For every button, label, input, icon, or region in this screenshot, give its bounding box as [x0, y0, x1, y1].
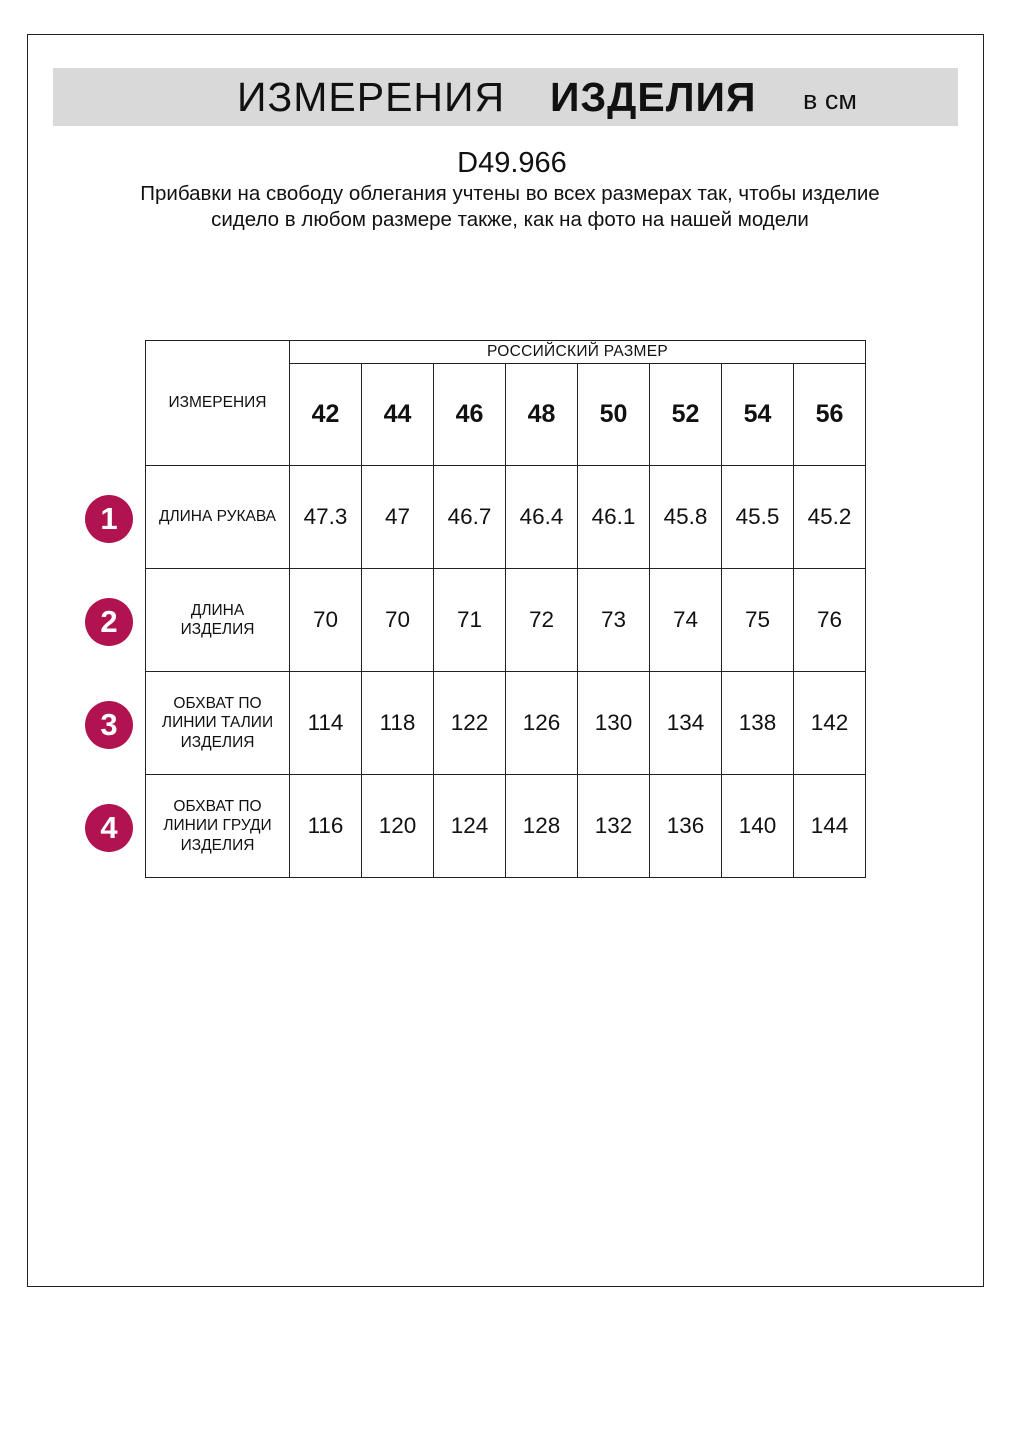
- russian-size-header: РОССИЙСКИЙ РАЗМЕР: [290, 341, 866, 364]
- value-cell: 46.7: [434, 466, 506, 569]
- row-number-badge: 4: [85, 804, 133, 852]
- value-cell: 75: [722, 569, 794, 672]
- label-line: ОБХВАТ ПО: [173, 797, 262, 815]
- value-cell: 73: [578, 569, 650, 672]
- size-header: 42: [290, 364, 362, 466]
- value-cell: 120: [362, 775, 434, 878]
- value-cell: 130: [578, 672, 650, 775]
- value-cell: 136: [650, 775, 722, 878]
- row-number-badge: 3: [85, 701, 133, 749]
- size-header: 48: [506, 364, 578, 466]
- value-cell: 45.8: [650, 466, 722, 569]
- size-header: 46: [434, 364, 506, 466]
- measurements-header: ИЗМЕРЕНИЯ: [146, 341, 290, 466]
- table-row: [146, 569, 866, 672]
- value-cell: 45.2: [794, 466, 866, 569]
- title-garment: ИЗДЕЛИЯ: [550, 74, 757, 120]
- value-cell: 134: [650, 672, 722, 775]
- table-row: [146, 466, 866, 569]
- value-cell: 76: [794, 569, 866, 672]
- row-number-badge: 1: [85, 495, 133, 543]
- size-header: 50: [578, 364, 650, 466]
- row-label: [146, 775, 290, 878]
- value-cell: 144: [794, 775, 866, 878]
- value-cell: 72: [506, 569, 578, 672]
- value-cell: 118: [362, 672, 434, 775]
- label-line: ИЗДЕЛИЯ: [180, 733, 255, 751]
- fit-note: Прибавки на свободу облегания учтены во всех размерах так, чтобы изделие сидело в любом размере также, как на фото на нашей модели: [140, 182, 880, 231]
- value-cell: 70: [290, 569, 362, 672]
- value-cell: 126: [506, 672, 578, 775]
- size-header: 52: [650, 364, 722, 466]
- value-cell: 124: [434, 775, 506, 878]
- value-cell: 70: [362, 569, 434, 672]
- row-label: [146, 466, 290, 569]
- value-cell: 71: [434, 569, 506, 672]
- value-cell: 47: [362, 466, 434, 569]
- value-cell: 132: [578, 775, 650, 878]
- table-row: [146, 672, 866, 775]
- size-table: [145, 340, 866, 878]
- article-number: D49.966: [457, 147, 567, 179]
- row-number-badge: 2: [85, 598, 133, 646]
- size-header: 54: [722, 364, 794, 466]
- value-cell: 45.5: [722, 466, 794, 569]
- value-cell: 46.1: [578, 466, 650, 569]
- label-line: ДЛИНА РУКАВА: [158, 508, 277, 526]
- table-row: [146, 775, 866, 878]
- value-cell: 138: [722, 672, 794, 775]
- label-line: ОБХВАТ ПО: [173, 694, 262, 712]
- value-cell: 47.3: [290, 466, 362, 569]
- title-measurements: ИЗМЕРЕНИЯ: [237, 74, 506, 120]
- size-header: 56: [794, 364, 866, 466]
- value-cell: 74: [650, 569, 722, 672]
- title-units: в см: [803, 85, 857, 115]
- row-label: [146, 672, 290, 775]
- size-header: 44: [362, 364, 434, 466]
- value-cell: 122: [434, 672, 506, 775]
- label-line: ЛИНИИ ТАЛИИ: [161, 714, 274, 732]
- value-cell: 128: [506, 775, 578, 878]
- value-cell: 140: [722, 775, 794, 878]
- label-line: ИЗДЕЛИЯ: [180, 836, 255, 854]
- value-cell: 116: [290, 775, 362, 878]
- value-cell: 114: [290, 672, 362, 775]
- label-line: ЛИНИИ ГРУДИ: [163, 817, 272, 835]
- value-cell: 46.4: [506, 466, 578, 569]
- row-label: [146, 569, 290, 672]
- value-cell: 142: [794, 672, 866, 775]
- label-line: ИЗДЕЛИЯ: [180, 621, 255, 638]
- label-line: ДЛИНА: [190, 601, 245, 619]
